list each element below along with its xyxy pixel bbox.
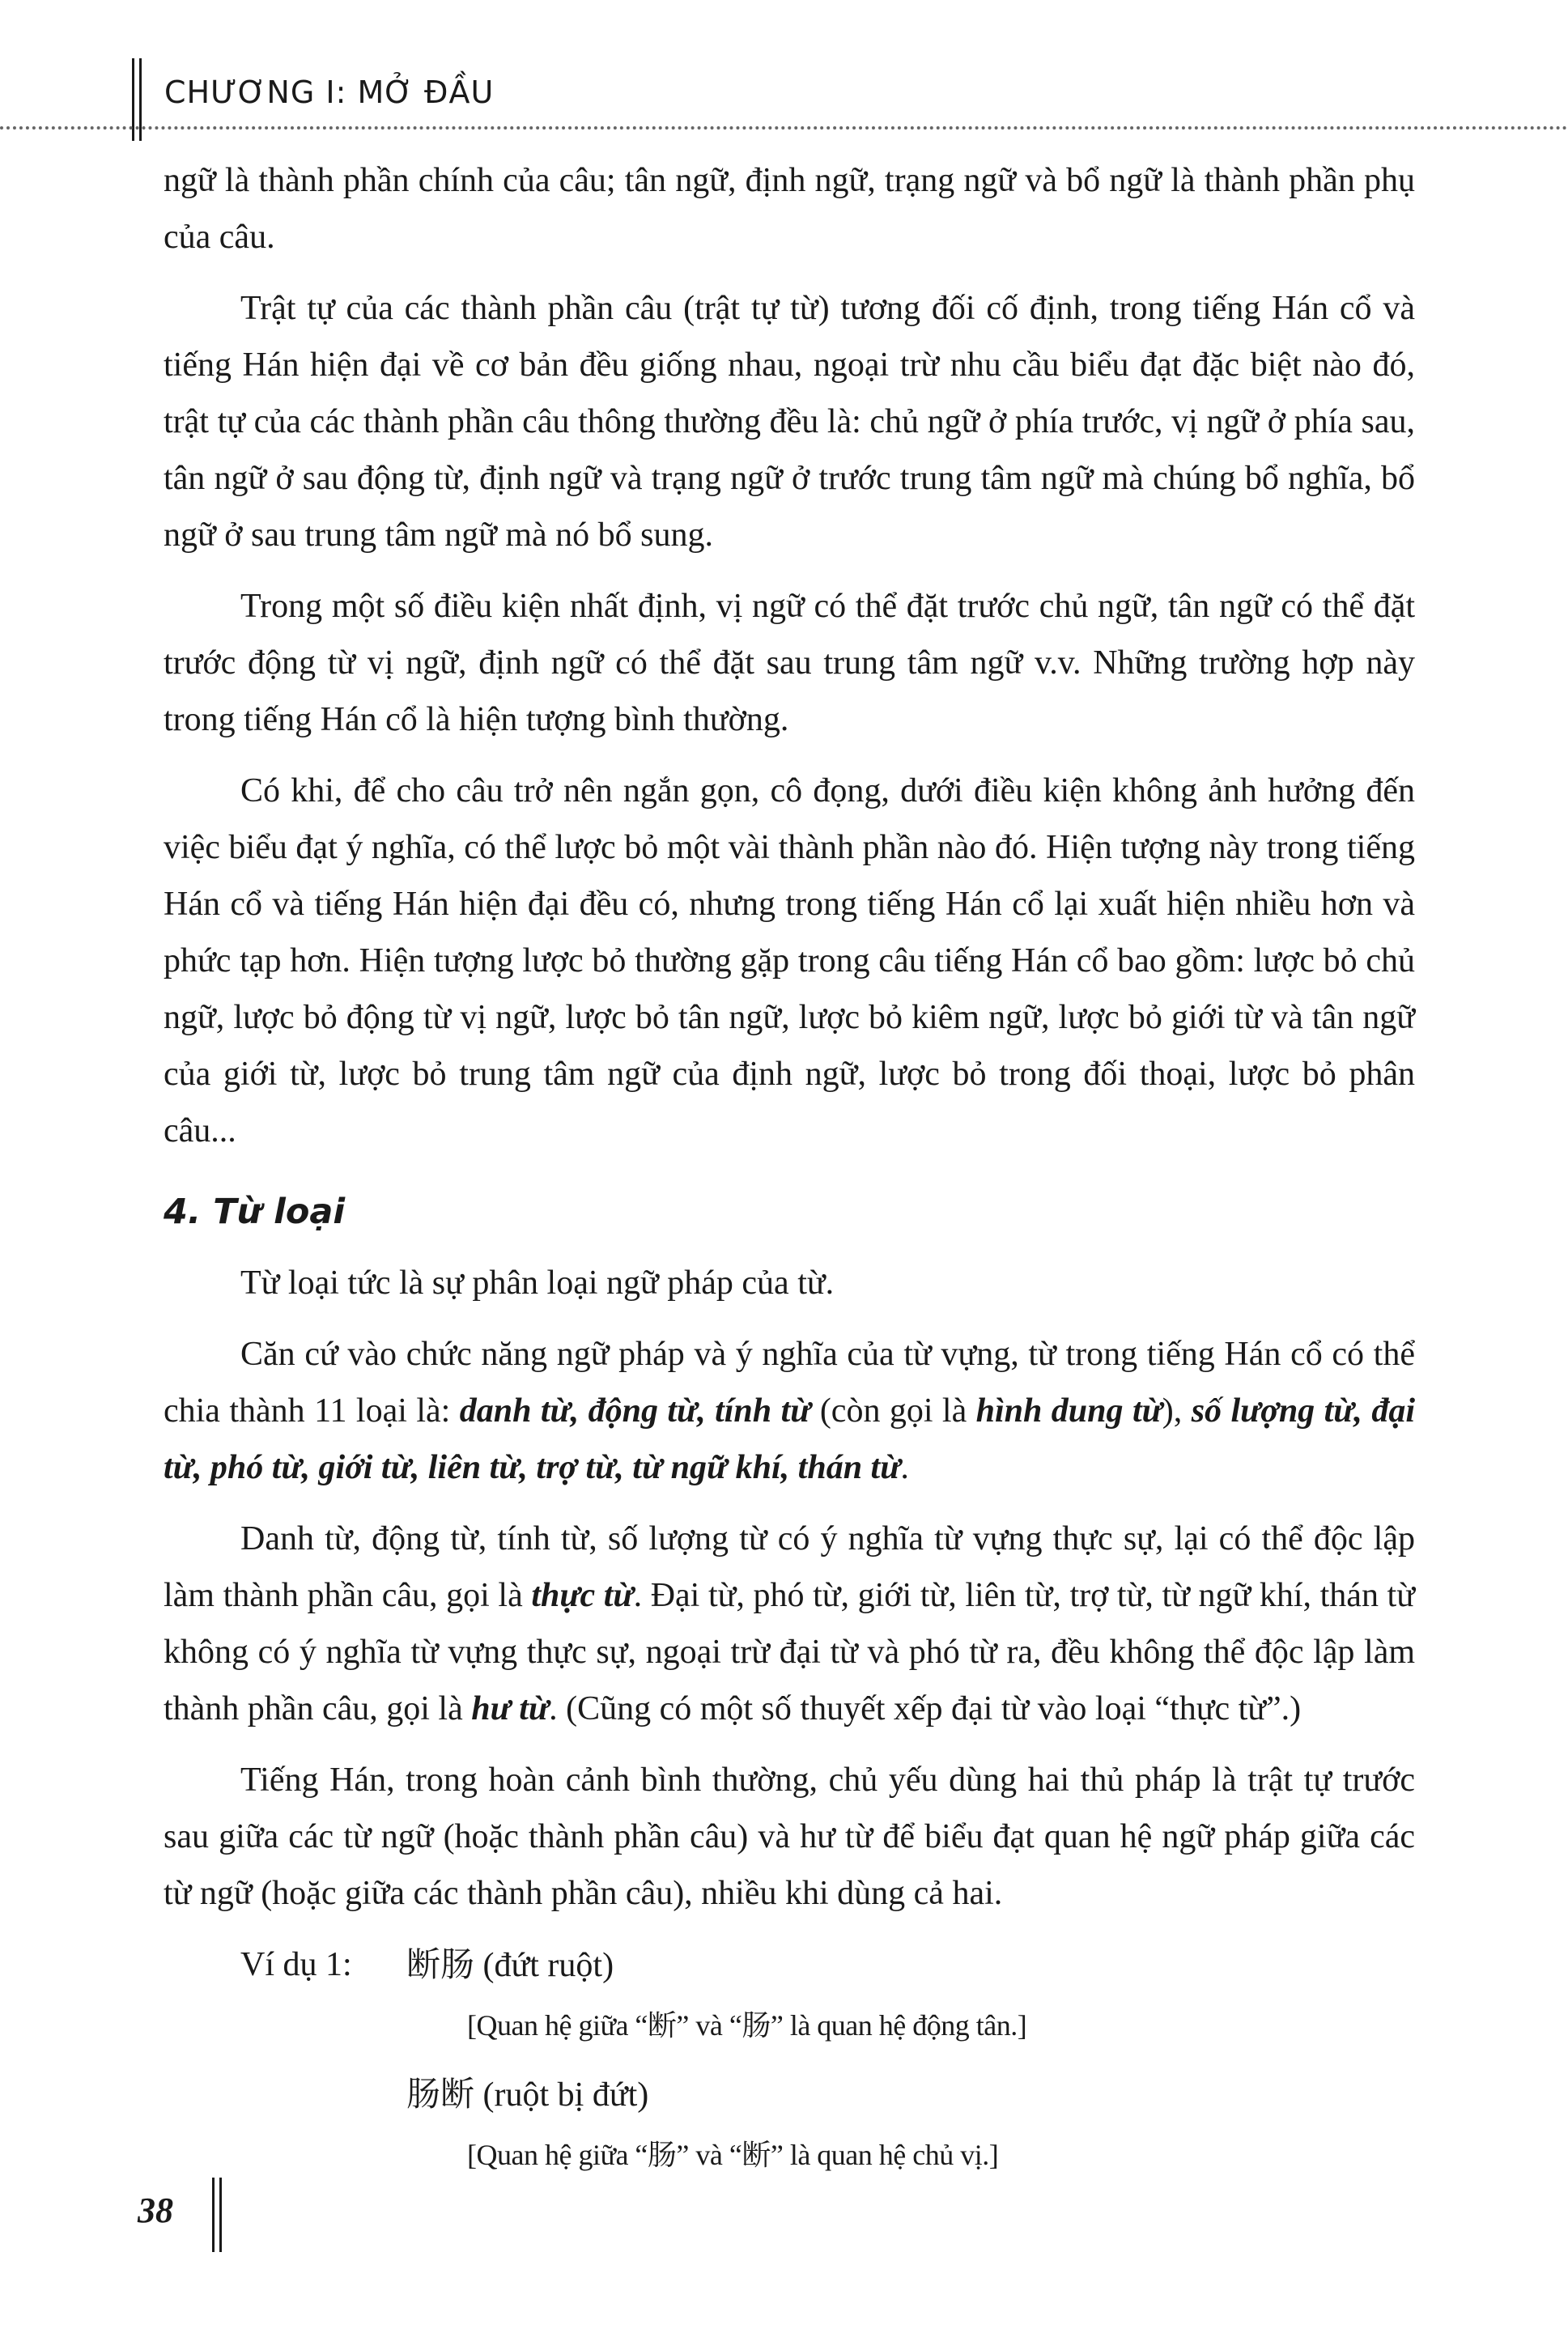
- word-classes-list-1: danh từ, động từ, tính từ: [459, 1392, 811, 1430]
- chapter-header: CHƯƠNG I: MỞ ĐẦU: [164, 74, 495, 110]
- example-label: Ví dụ 1:: [240, 1946, 352, 1983]
- word-classes-mid: (còn gọi là: [810, 1392, 976, 1430]
- example-1-gloss: (đứt ruột): [474, 1947, 614, 1984]
- example-1-chinese: 断肠: [406, 1944, 475, 1984]
- word-classes-after-alias: ),: [1162, 1392, 1192, 1430]
- paragraph-4: Có khi, để cho câu trở nên ngắn gọn, cô đọng, dưới điều kiện không ảnh hưởng đến việc biểu đạt ý nghĩa, có thể lược bỏ một vài thành phần nào đó. Hiện tượng này trong tiếng Hán cổ và tiếng Hán hiện đại đều có, nhưng trong tiếng Hán cổ lại xuất hiện nhiều hơn và phức tạp hơn. Hiện tượng lược bỏ thường gặp trong câu tiếng Hán cổ bao gồm: lược bỏ chủ ngữ, lược bỏ động từ vị ngữ, lược bỏ tân ngữ, lược bỏ kiêm ngữ, lược bỏ giới từ và tân ngữ của giới từ, lược bỏ trung tâm ngữ của định ngữ, lược bỏ trong đối thoại, lược bỏ phân câu...: [164, 772, 1415, 1150]
- example-line-1: [406, 1936, 614, 1994]
- word-classes-end: .: [900, 1449, 909, 1486]
- content-words-paragraph: [164, 1511, 1415, 1737]
- content-words-after: . (Cũng có một số thuyết xếp đại từ vào loại “thực từ”.): [549, 1690, 1302, 1727]
- term-hu-tu: hư từ: [471, 1690, 550, 1727]
- paragraph-3: Trong một số điều kiện nhất định, vị ngữ có thể đặt trước chủ ngữ, tân ngữ có thể đặt trước động từ vị ngữ, định ngữ có thể đặt sau trung tâm ngữ v.v. Những trường hợp này trong tiếng Hán cổ là hiện tượng bình thường.: [164, 588, 1415, 738]
- footer-double-bar: [212, 2178, 223, 2252]
- example-2-chinese: 肠断: [406, 2074, 475, 2114]
- section-intro: Từ loại tức là sự phân loại ngữ pháp của từ.: [240, 1264, 835, 1302]
- methods-paragraph: Tiếng Hán, trong hoàn cảnh bình thường, chủ yếu dùng hai thủ pháp là trật tự trước sau giữa các từ ngữ (hoặc thành phần câu) và hư từ để biểu đạt quan hệ ngữ pháp giữa các từ ngữ (hoặc giữa các thành phần câu), nhiều khi dùng cả hai.: [164, 1761, 1415, 1912]
- word-classes-paragraph: [164, 1326, 1415, 1496]
- header-dotted-rule: [0, 126, 1568, 130]
- example-note-1: [Quan hệ giữa “断” và “肠” là quan hệ động tân.]: [467, 2009, 1027, 2042]
- word-classes-alias: hình dung từ: [975, 1392, 1162, 1430]
- word-classes-lead: Căn cứ vào chức năng ngữ pháp và ý nghĩa của từ vựng, từ trong tiếng Hán cổ có thể chia thành 11 loại là:: [164, 1336, 1415, 1430]
- page-number: 38: [138, 2191, 173, 2230]
- word-classes-list-2: số lượng từ, đại từ, phó từ, giới từ, liên từ, trợ từ, từ ngữ khí, thán từ: [164, 1392, 1415, 1486]
- section-heading: 4. Từ loại: [164, 1192, 346, 1232]
- term-thuc-tu: thực từ: [531, 1577, 634, 1614]
- example-2-gloss: (ruột bị đứt): [474, 2076, 649, 2114]
- content-words-lead: Danh từ, động từ, tính từ, số lượng từ có ý nghĩa từ vựng thực sự, lại có thể độc lập làm thành phần câu, gọi là: [164, 1520, 1415, 1614]
- example-note-2: [Quan hệ giữa “肠” và “断” là quan hệ chủ vị.]: [467, 2139, 999, 2171]
- paragraph-1: ngữ là thành phần chính của câu; tân ngữ, định ngữ, trạng ngữ và bổ ngữ là thành phần phụ của câu.: [164, 162, 1415, 256]
- content-words-middle: . Đại từ, phó từ, giới từ, liên từ, trợ từ, từ ngữ khí, thán từ không có ý nghĩa từ vựng thực sự, ngoại trừ đại từ và phó từ ra, đều không thể độc lập làm thành phần câu, gọi là: [164, 1577, 1415, 1727]
- page-body: [164, 152, 1415, 2325]
- paragraph-2: Trật tự của các thành phần câu (trật tự từ) tương đối cố định, trong tiếng Hán cổ và tiếng Hán hiện đại về cơ bản đều giống nhau, ngoại trừ nhu cầu biểu đạt đặc biệt nào đó, trật tự của các thành phần câu thông thường đều là: chủ ngữ ở phía trước, vị ngữ ở phía sau, tân ngữ ở sau động từ, định ngữ và trạng ngữ ở trước trung tâm ngữ mà chúng bổ nghĩa, bổ ngữ ở sau trung tâm ngữ mà nó bổ sung.: [164, 290, 1415, 554]
- example-1: [164, 1936, 1415, 2325]
- example-line-2: [406, 2066, 648, 2123]
